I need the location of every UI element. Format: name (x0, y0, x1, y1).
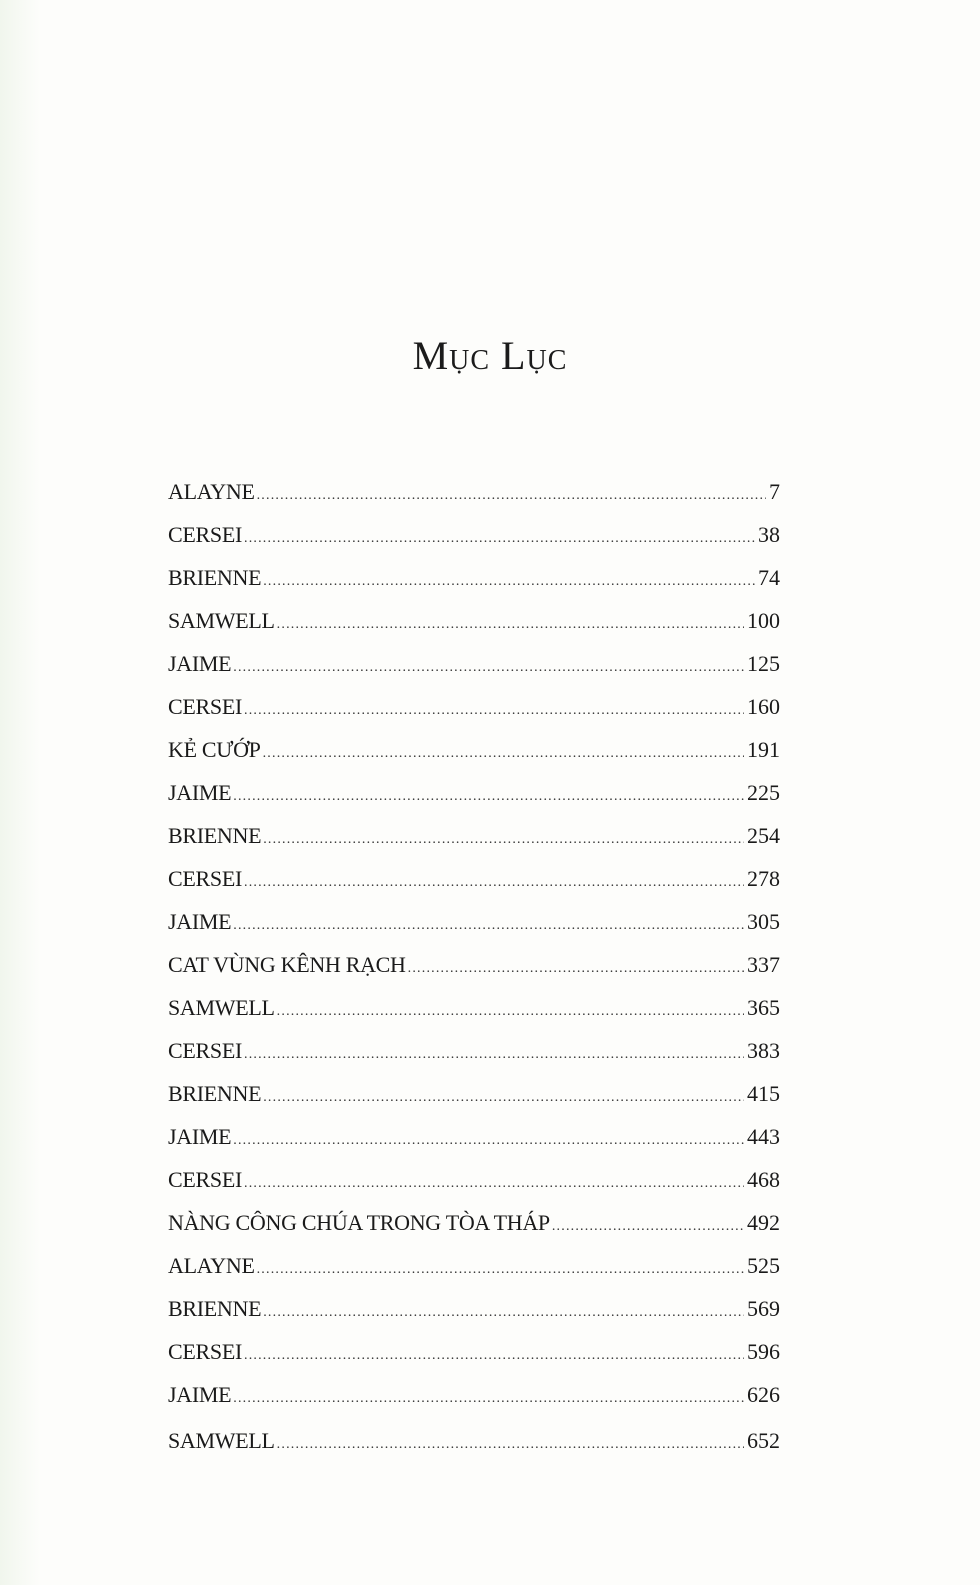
toc-entry-page: 225 (747, 780, 780, 805)
toc-entry[interactable] (168, 1072, 780, 1115)
toc-entry-title: CAT VÙNG KÊNH RẠCH (168, 952, 406, 977)
toc-entry[interactable] (168, 771, 780, 814)
dot-leader (263, 732, 744, 775)
toc-entry-page: 100 (747, 608, 780, 633)
toc-entry-page: 652 (747, 1428, 780, 1453)
dot-leader (277, 1423, 744, 1466)
toc-entry[interactable] (168, 1419, 780, 1462)
toc-entry-page: 468 (747, 1167, 780, 1192)
dot-leader (552, 1205, 744, 1248)
toc-entry-page: 125 (747, 651, 780, 676)
dot-leader (263, 818, 744, 861)
toc-entry-page: 383 (747, 1038, 780, 1063)
toc-entry-page: 525 (747, 1253, 780, 1278)
toc-entry-page: 254 (747, 823, 780, 848)
toc-entry-title: JAIME (168, 780, 232, 805)
toc-entry[interactable] (168, 470, 780, 513)
toc-entry[interactable] (168, 513, 780, 556)
dot-leader (257, 1248, 744, 1291)
page-title: Mục Lục (412, 333, 568, 378)
toc-entry-title: JAIME (168, 651, 232, 676)
toc-entry-page: 596 (747, 1339, 780, 1364)
dot-leader (233, 775, 744, 818)
toc-entry-title: BRIENNE (168, 1296, 262, 1321)
dot-leader (233, 904, 744, 947)
toc-entry-page: 7 (769, 479, 780, 504)
toc-entry-page: 191 (747, 737, 780, 762)
toc-entry[interactable] (168, 1029, 780, 1072)
toc-entry[interactable] (168, 857, 780, 900)
toc-entry[interactable] (168, 1330, 780, 1373)
toc-entry[interactable] (168, 1244, 780, 1287)
toc-entry-title: BRIENNE (168, 1081, 262, 1106)
toc-entry-title: SAMWELL (168, 995, 275, 1020)
dot-leader (277, 990, 744, 1033)
dot-leader (257, 474, 766, 517)
toc-entry[interactable] (168, 1287, 780, 1330)
dot-leader (263, 1076, 744, 1119)
toc-entry[interactable] (168, 1115, 780, 1158)
toc-entry[interactable] (168, 728, 780, 771)
dot-leader (244, 861, 744, 904)
toc-entry-title: ALAYNE (168, 1253, 255, 1278)
toc-entry[interactable] (168, 943, 780, 986)
dot-leader (244, 1033, 744, 1076)
dot-leader (233, 646, 744, 689)
toc-entry-page: 626 (747, 1382, 780, 1407)
toc-entry-title: CERSEI (168, 522, 242, 547)
toc-entry[interactable] (168, 599, 780, 642)
toc-entry[interactable] (168, 642, 780, 685)
toc-entry-page: 492 (747, 1210, 780, 1235)
toc-entry[interactable] (168, 900, 780, 943)
toc-entry-page: 365 (747, 995, 780, 1020)
table-of-contents (168, 470, 780, 1462)
toc-entry-title: BRIENNE (168, 565, 262, 590)
toc-entry-page: 337 (747, 952, 780, 977)
toc-entry[interactable] (168, 1201, 780, 1244)
toc-entry-title: SAMWELL (168, 608, 275, 633)
dot-leader (244, 689, 744, 732)
toc-entry-title: CERSEI (168, 1167, 242, 1192)
toc-entry[interactable] (168, 1158, 780, 1201)
dot-leader (408, 947, 744, 990)
dot-leader (244, 1334, 744, 1377)
toc-entry-title: ALAYNE (168, 479, 255, 504)
toc-entry-title: KẺ CƯỚP (168, 737, 261, 762)
toc-entry-title: CERSEI (168, 866, 242, 891)
dot-leader (263, 560, 755, 603)
toc-entry-page: 415 (747, 1081, 780, 1106)
dot-leader (263, 1291, 744, 1334)
toc-entry-page: 160 (747, 694, 780, 719)
dot-leader (277, 603, 744, 646)
toc-entry[interactable] (168, 685, 780, 728)
page-edge-shading (0, 0, 40, 1585)
toc-entry-title: NÀNG CÔNG CHÚA TRONG TÒA THÁP (168, 1210, 550, 1235)
toc-entry-title: JAIME (168, 909, 232, 934)
toc-entry-page: 74 (758, 565, 780, 590)
toc-entry-title: JAIME (168, 1124, 232, 1149)
dot-leader (244, 1162, 744, 1205)
dot-leader (244, 517, 755, 560)
toc-entry-page: 569 (747, 1296, 780, 1321)
toc-entry[interactable] (168, 986, 780, 1029)
toc-entry[interactable] (168, 556, 780, 599)
toc-entry-page: 278 (747, 866, 780, 891)
toc-entry-title: JAIME (168, 1382, 232, 1407)
dot-leader (233, 1119, 744, 1162)
toc-entry-page: 305 (747, 909, 780, 934)
toc-entry-title: BRIENNE (168, 823, 262, 848)
dot-leader (233, 1377, 744, 1420)
toc-entry[interactable] (168, 814, 780, 857)
toc-entry[interactable] (168, 1373, 780, 1416)
toc-entry-title: CERSEI (168, 1038, 242, 1063)
toc-entry-title: CERSEI (168, 1339, 242, 1364)
toc-entry-title: SAMWELL (168, 1428, 275, 1453)
toc-entry-page: 38 (758, 522, 780, 547)
toc-entry-title: CERSEI (168, 694, 242, 719)
toc-entry-page: 443 (747, 1124, 780, 1149)
